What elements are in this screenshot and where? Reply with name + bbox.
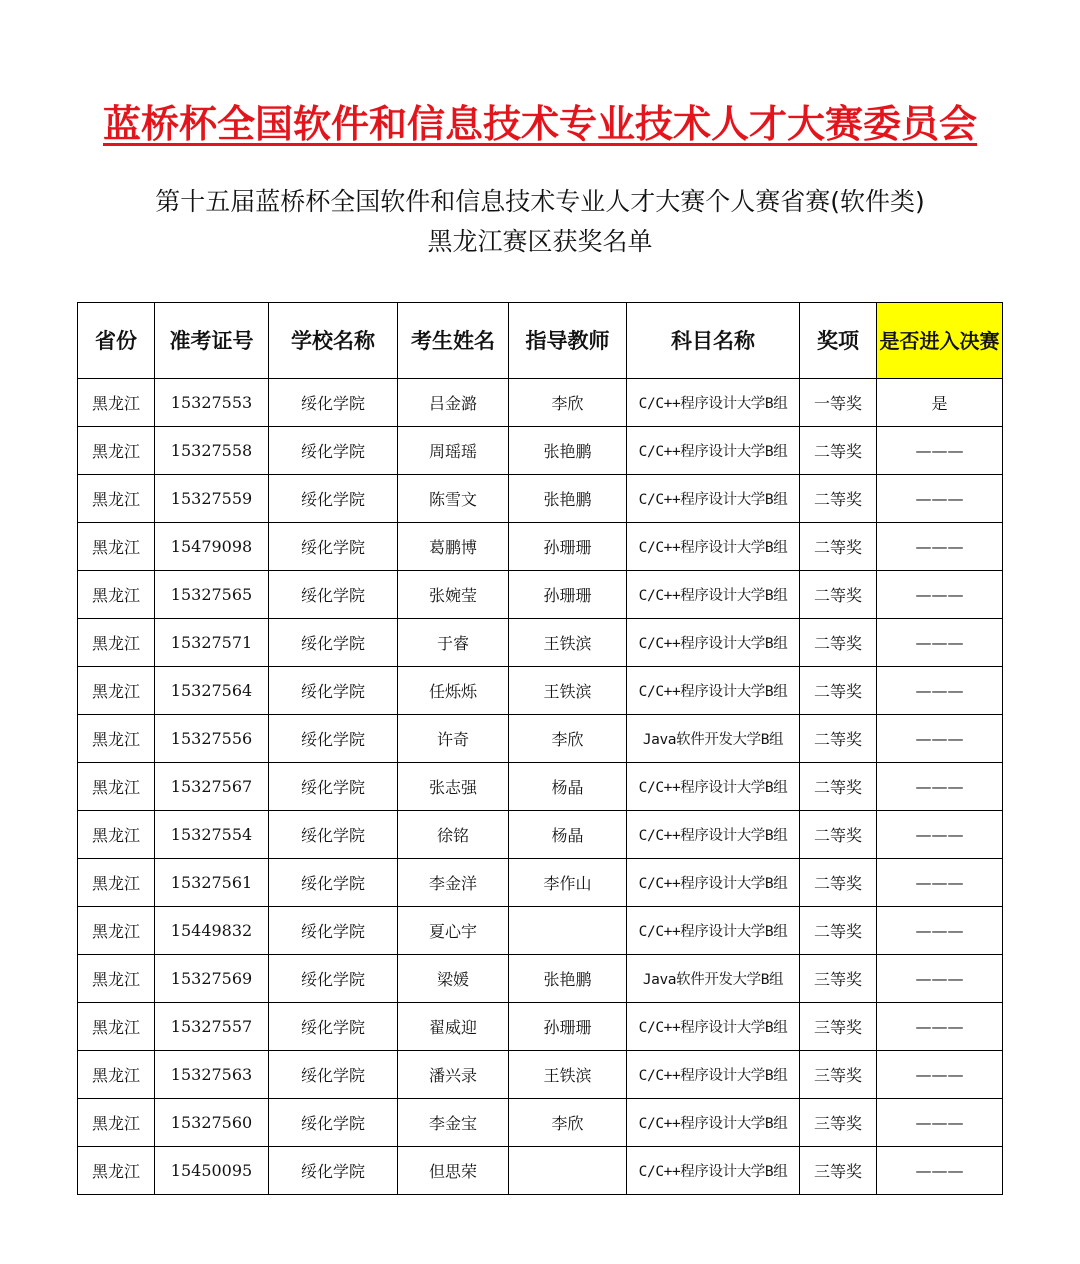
school-cell: 绥化学院: [269, 427, 398, 475]
column-header-province: 省份: [78, 303, 155, 379]
column-header-advisor: 指导教师: [509, 303, 627, 379]
student-name-cell: 许奇: [398, 715, 509, 763]
subject-cell: C/C++程序设计大学B组: [627, 475, 800, 523]
advisor-cell: 王铁滨: [509, 1051, 627, 1099]
subject-cell: C/C++程序设计大学B组: [627, 427, 800, 475]
award-cell: 二等奖: [800, 811, 877, 859]
final-advance-cell: ———: [877, 1099, 1003, 1147]
table-row: [78, 523, 1003, 571]
student-name-cell: 张志强: [398, 763, 509, 811]
award-cell: 三等奖: [800, 1099, 877, 1147]
province-cell: 黑龙江: [78, 427, 155, 475]
province-cell: 黑龙江: [78, 859, 155, 907]
final-advance-cell: ———: [877, 715, 1003, 763]
final-advance-cell: ———: [877, 571, 1003, 619]
table-row: [78, 811, 1003, 859]
table-row: [78, 379, 1003, 427]
advisor-cell: 杨晶: [509, 763, 627, 811]
student-name-cell: 翟威迎: [398, 1003, 509, 1051]
school-cell: 绥化学院: [269, 1147, 398, 1195]
student-name-cell: 潘兴录: [398, 1051, 509, 1099]
advisor-cell: 李作山: [509, 859, 627, 907]
advisor-cell: 杨晶: [509, 811, 627, 859]
subject-cell: C/C++程序设计大学B组: [627, 619, 800, 667]
ticket-number-cell: 15327564: [155, 667, 269, 715]
final-advance-cell: ———: [877, 763, 1003, 811]
student-name-cell: 张婉莹: [398, 571, 509, 619]
subject-cell: C/C++程序设计大学B组: [627, 1051, 800, 1099]
school-cell: 绥化学院: [269, 571, 398, 619]
student-name-cell: 任烁烁: [398, 667, 509, 715]
table-header: [78, 303, 1003, 379]
table-row: [78, 955, 1003, 1003]
award-cell: 三等奖: [800, 1003, 877, 1051]
table-row: [78, 1003, 1003, 1051]
subject-cell: C/C++程序设计大学B组: [627, 379, 800, 427]
ticket-number-cell: 15327554: [155, 811, 269, 859]
ticket-number-cell: 15327569: [155, 955, 269, 1003]
school-cell: 绥化学院: [269, 523, 398, 571]
final-advance-cell: ———: [877, 1051, 1003, 1099]
ticket-number-cell: 15327571: [155, 619, 269, 667]
province-cell: 黑龙江: [78, 523, 155, 571]
advisor-cell: [509, 907, 627, 955]
column-header-subject: 科目名称: [627, 303, 800, 379]
school-cell: 绥化学院: [269, 955, 398, 1003]
subject-cell: C/C++程序设计大学B组: [627, 763, 800, 811]
table-row: [78, 571, 1003, 619]
school-cell: 绥化学院: [269, 1003, 398, 1051]
ticket-number-cell: 15449832: [155, 907, 269, 955]
subject-cell: C/C++程序设计大学B组: [627, 1099, 800, 1147]
province-cell: 黑龙江: [78, 1003, 155, 1051]
province-cell: 黑龙江: [78, 475, 155, 523]
ticket-number-cell: 15327559: [155, 475, 269, 523]
award-cell: 二等奖: [800, 523, 877, 571]
province-cell: 黑龙江: [78, 1147, 155, 1195]
school-cell: 绥化学院: [269, 763, 398, 811]
column-header-student-name: 考生姓名: [398, 303, 509, 379]
school-cell: 绥化学院: [269, 859, 398, 907]
school-cell: 绥化学院: [269, 1099, 398, 1147]
school-cell: 绥化学院: [269, 811, 398, 859]
final-advance-cell: ———: [877, 907, 1003, 955]
final-advance-cell: ———: [877, 427, 1003, 475]
subject-cell: Java软件开发大学B组: [627, 955, 800, 1003]
final-advance-cell: ———: [877, 859, 1003, 907]
province-cell: 黑龙江: [78, 379, 155, 427]
final-advance-cell: ———: [877, 1147, 1003, 1195]
table-row: [78, 859, 1003, 907]
province-cell: 黑龙江: [78, 955, 155, 1003]
subject-cell: C/C++程序设计大学B组: [627, 523, 800, 571]
advisor-cell: 王铁滨: [509, 667, 627, 715]
final-advance-cell: ———: [877, 523, 1003, 571]
table-row: [78, 907, 1003, 955]
award-cell: 二等奖: [800, 763, 877, 811]
column-header-final-advance: 是否进入决赛: [877, 303, 1003, 379]
award-cell: 三等奖: [800, 1147, 877, 1195]
student-name-cell: 李金洋: [398, 859, 509, 907]
table-row: [78, 1051, 1003, 1099]
table-row: [78, 619, 1003, 667]
student-name-cell: 于睿: [398, 619, 509, 667]
column-header-award: 奖项: [800, 303, 877, 379]
advisor-cell: 张艳鹏: [509, 427, 627, 475]
final-advance-cell: ———: [877, 811, 1003, 859]
header-row: [78, 303, 1003, 379]
province-cell: 黑龙江: [78, 811, 155, 859]
ticket-number-cell: 15327565: [155, 571, 269, 619]
student-name-cell: 夏心宇: [398, 907, 509, 955]
school-cell: 绥化学院: [269, 379, 398, 427]
subject-cell: C/C++程序设计大学B组: [627, 1003, 800, 1051]
advisor-cell: 孙珊珊: [509, 1003, 627, 1051]
column-header-ticket-number: 准考证号: [155, 303, 269, 379]
student-name-cell: 李金宝: [398, 1099, 509, 1147]
final-advance-cell: ———: [877, 619, 1003, 667]
final-advance-cell: 是: [877, 379, 1003, 427]
table-row: [78, 667, 1003, 715]
subject-cell: C/C++程序设计大学B组: [627, 811, 800, 859]
award-table: [77, 302, 1003, 1195]
subject-cell: Java软件开发大学B组: [627, 715, 800, 763]
final-advance-cell: ———: [877, 667, 1003, 715]
table-row: [78, 1099, 1003, 1147]
advisor-cell: 王铁滨: [509, 619, 627, 667]
student-name-cell: 葛鹏博: [398, 523, 509, 571]
award-cell: 二等奖: [800, 907, 877, 955]
subject-cell: C/C++程序设计大学B组: [627, 667, 800, 715]
award-cell: 二等奖: [800, 475, 877, 523]
award-cell: 二等奖: [800, 715, 877, 763]
ticket-number-cell: 15327553: [155, 379, 269, 427]
advisor-cell: 张艳鹏: [509, 955, 627, 1003]
school-cell: 绥化学院: [269, 619, 398, 667]
table-body: [78, 379, 1003, 1195]
advisor-cell: 李欣: [509, 715, 627, 763]
ticket-number-cell: 15479098: [155, 523, 269, 571]
ticket-number-cell: 15450095: [155, 1147, 269, 1195]
subject-cell: C/C++程序设计大学B组: [627, 907, 800, 955]
ticket-number-cell: 15327558: [155, 427, 269, 475]
school-cell: 绥化学院: [269, 475, 398, 523]
school-cell: 绥化学院: [269, 907, 398, 955]
ticket-number-cell: 15327560: [155, 1099, 269, 1147]
subject-cell: C/C++程序设计大学B组: [627, 571, 800, 619]
subject-cell: C/C++程序设计大学B组: [627, 1147, 800, 1195]
award-cell: 二等奖: [800, 427, 877, 475]
ticket-number-cell: 15327563: [155, 1051, 269, 1099]
province-cell: 黑龙江: [78, 667, 155, 715]
table-row: [78, 1147, 1003, 1195]
ticket-number-cell: 15327557: [155, 1003, 269, 1051]
ticket-number-cell: 15327556: [155, 715, 269, 763]
award-cell: 二等奖: [800, 859, 877, 907]
final-advance-cell: ———: [877, 1003, 1003, 1051]
table-row: [78, 475, 1003, 523]
province-cell: 黑龙江: [78, 715, 155, 763]
table-row: [78, 715, 1003, 763]
advisor-cell: 张艳鹏: [509, 475, 627, 523]
ticket-number-cell: 15327567: [155, 763, 269, 811]
final-advance-cell: ———: [877, 955, 1003, 1003]
award-cell: 二等奖: [800, 667, 877, 715]
org-title: 蓝桥杯全国软件和信息技术专业技术人才大赛委员会: [102, 102, 977, 146]
award-cell: 二等奖: [800, 571, 877, 619]
student-name-cell: 吕金潞: [398, 379, 509, 427]
ticket-number-cell: 15327561: [155, 859, 269, 907]
award-cell: 三等奖: [800, 955, 877, 1003]
province-cell: 黑龙江: [78, 619, 155, 667]
province-cell: 黑龙江: [78, 907, 155, 955]
advisor-cell: 李欣: [509, 1099, 627, 1147]
table-row: [78, 763, 1003, 811]
student-name-cell: 陈雪文: [398, 475, 509, 523]
advisor-cell: [509, 1147, 627, 1195]
student-name-cell: 徐铭: [398, 811, 509, 859]
award-cell: 二等奖: [800, 619, 877, 667]
advisor-cell: 孙珊珊: [509, 523, 627, 571]
award-cell: 一等奖: [800, 379, 877, 427]
final-advance-cell: ———: [877, 475, 1003, 523]
advisor-cell: 李欣: [509, 379, 627, 427]
advisor-cell: 孙珊珊: [509, 571, 627, 619]
student-name-cell: 但思荣: [398, 1147, 509, 1195]
column-header-school: 学校名称: [269, 303, 398, 379]
province-cell: 黑龙江: [78, 1051, 155, 1099]
subject-cell: C/C++程序设计大学B组: [627, 859, 800, 907]
document-subtitle: 第十五届蓝桥杯全国软件和信息技术专业人才大赛个人赛省赛(软件类): [155, 187, 925, 216]
student-name-cell: 梁媛: [398, 955, 509, 1003]
document-region-title: 黑龙江赛区获奖名单: [427, 227, 653, 256]
school-cell: 绥化学院: [269, 715, 398, 763]
student-name-cell: 周瑶瑶: [398, 427, 509, 475]
award-cell: 三等奖: [800, 1051, 877, 1099]
school-cell: 绥化学院: [269, 1051, 398, 1099]
province-cell: 黑龙江: [78, 763, 155, 811]
province-cell: 黑龙江: [78, 571, 155, 619]
table-row: [78, 427, 1003, 475]
province-cell: 黑龙江: [78, 1099, 155, 1147]
school-cell: 绥化学院: [269, 667, 398, 715]
